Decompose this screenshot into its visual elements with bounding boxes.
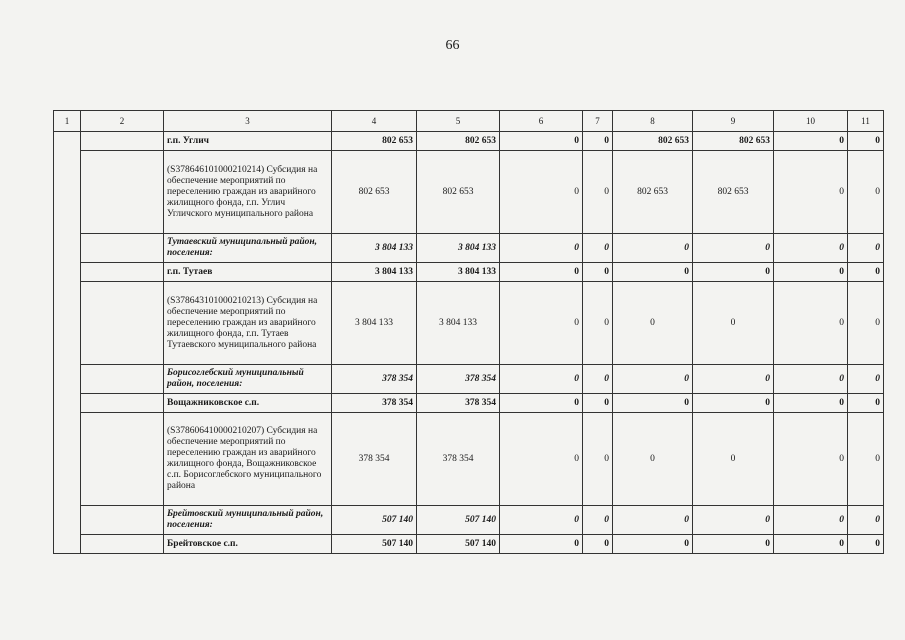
header-cell: 9 xyxy=(693,111,774,132)
value-cell-c7: 0 xyxy=(583,282,613,365)
value-cell-c5: 507 140 xyxy=(417,506,500,535)
value-cell-c8: 0 xyxy=(613,506,693,535)
table-row xyxy=(54,413,884,506)
value-cell-c8: 0 xyxy=(613,535,693,554)
value-cell-c8: 0 xyxy=(613,365,693,394)
value-cell-c11: 0 xyxy=(848,365,884,394)
value-cell-c4: 802 653 xyxy=(332,151,417,234)
value-cell-c8: 0 xyxy=(613,234,693,263)
table-row xyxy=(54,263,884,282)
col2-cell xyxy=(81,151,164,234)
col2-cell xyxy=(81,413,164,506)
row-label: Вощажниковское с.п. xyxy=(164,394,332,413)
value-cell-c4: 3 804 133 xyxy=(332,263,417,282)
value-cell-c5: 378 354 xyxy=(417,365,500,394)
header-cell: 8 xyxy=(613,111,693,132)
header-cell: 2 xyxy=(81,111,164,132)
header-cell: 6 xyxy=(500,111,583,132)
value-cell-c7: 0 xyxy=(583,234,613,263)
value-cell-c7: 0 xyxy=(583,365,613,394)
value-cell-c4: 378 354 xyxy=(332,394,417,413)
header-cell: 7 xyxy=(583,111,613,132)
value-cell-c9: 0 xyxy=(693,394,774,413)
table-row xyxy=(54,394,884,413)
row-label: г.п. Углич xyxy=(164,132,332,151)
value-cell-c5: 802 653 xyxy=(417,151,500,234)
value-cell-c7: 0 xyxy=(583,132,613,151)
value-cell-c6: 0 xyxy=(500,132,583,151)
value-cell-c10: 0 xyxy=(774,234,848,263)
table-row xyxy=(54,535,884,554)
col2-cell xyxy=(81,506,164,535)
value-cell-c5: 3 804 133 xyxy=(417,282,500,365)
row-label: г.п. Тутаев xyxy=(164,263,332,282)
value-cell-c8: 0 xyxy=(613,282,693,365)
value-cell-c6: 0 xyxy=(500,234,583,263)
col2-cell xyxy=(81,282,164,365)
value-cell-c10: 0 xyxy=(774,151,848,234)
value-cell-c4: 802 653 xyxy=(332,132,417,151)
col2-cell xyxy=(81,394,164,413)
value-cell-c10: 0 xyxy=(774,506,848,535)
value-cell-c7: 0 xyxy=(583,413,613,506)
value-cell-c7: 0 xyxy=(583,263,613,282)
value-cell-c10: 0 xyxy=(774,413,848,506)
value-cell-c11: 0 xyxy=(848,282,884,365)
value-cell-c6: 0 xyxy=(500,413,583,506)
value-cell-c5: 378 354 xyxy=(417,394,500,413)
value-cell-c10: 0 xyxy=(774,365,848,394)
value-cell-c7: 0 xyxy=(583,394,613,413)
table-row xyxy=(54,365,884,394)
value-cell-c4: 507 140 xyxy=(332,535,417,554)
value-cell-c6: 0 xyxy=(500,282,583,365)
value-cell-c10: 0 xyxy=(774,263,848,282)
row-label: Брейтовское с.п. xyxy=(164,535,332,554)
value-cell-c6: 0 xyxy=(500,365,583,394)
value-cell-c4: 3 804 133 xyxy=(332,282,417,365)
header-cell: 4 xyxy=(332,111,417,132)
table-row xyxy=(54,132,884,151)
row-label: (S378606410000210207) Субсидия на обеспечение мероприятий по переселению граждан из аварийного жилищного фонда, Вощажниковское с.п. Борисоглебского муниципального района xyxy=(164,413,332,506)
value-cell-c5: 378 354 xyxy=(417,413,500,506)
col2-cell xyxy=(81,132,164,151)
value-cell-c11: 0 xyxy=(848,394,884,413)
col2-cell xyxy=(81,365,164,394)
value-cell-c5: 3 804 133 xyxy=(417,234,500,263)
value-cell-c10: 0 xyxy=(774,282,848,365)
value-cell-c9: 802 653 xyxy=(693,132,774,151)
row-label: Тутаевский муниципальный район, поселения: xyxy=(164,234,332,263)
value-cell-c4: 378 354 xyxy=(332,413,417,506)
value-cell-c11: 0 xyxy=(848,151,884,234)
value-cell-c11: 0 xyxy=(848,535,884,554)
value-cell-c6: 0 xyxy=(500,263,583,282)
row-label: (S378646101000210214) Субсидия на обеспечение мероприятий по переселению граждан из аварийного жилищного фонда, г.п. Углич Угличского муниципального района xyxy=(164,151,332,234)
value-cell-c8: 0 xyxy=(613,394,693,413)
value-cell-c8: 0 xyxy=(613,263,693,282)
value-cell-c7: 0 xyxy=(583,535,613,554)
value-cell-c4: 3 804 133 xyxy=(332,234,417,263)
table-row xyxy=(54,234,884,263)
value-cell-c11: 0 xyxy=(848,263,884,282)
value-cell-c10: 0 xyxy=(774,535,848,554)
value-cell-c8: 802 653 xyxy=(613,151,693,234)
header-cell: 5 xyxy=(417,111,500,132)
header-row xyxy=(54,111,884,132)
value-cell-c7: 0 xyxy=(583,151,613,234)
value-cell-c5: 802 653 xyxy=(417,132,500,151)
value-cell-c8: 802 653 xyxy=(613,132,693,151)
row-label: (S378643101000210213) Субсидия на обеспечение мероприятий по переселению граждан из аварийного жилищного фонда, г.п. Тутаев Тутаевского муниципального района xyxy=(164,282,332,365)
header-cell: 3 xyxy=(164,111,332,132)
value-cell-c9: 0 xyxy=(693,413,774,506)
header-cell: 11 xyxy=(848,111,884,132)
value-cell-c4: 507 140 xyxy=(332,506,417,535)
col1-cell xyxy=(54,132,81,554)
value-cell-c11: 0 xyxy=(848,234,884,263)
value-cell-c11: 0 xyxy=(848,132,884,151)
budget-table xyxy=(53,110,884,554)
value-cell-c6: 0 xyxy=(500,506,583,535)
table-row xyxy=(54,282,884,365)
value-cell-c10: 0 xyxy=(774,394,848,413)
row-label: Брейтовский муниципальный район, поселения: xyxy=(164,506,332,535)
value-cell-c9: 0 xyxy=(693,234,774,263)
value-cell-c9: 802 653 xyxy=(693,151,774,234)
value-cell-c10: 0 xyxy=(774,132,848,151)
value-cell-c9: 0 xyxy=(693,506,774,535)
row-label: Борисоглебский муниципальный район, поселения: xyxy=(164,365,332,394)
value-cell-c9: 0 xyxy=(693,365,774,394)
table-row xyxy=(54,506,884,535)
value-cell-c6: 0 xyxy=(500,151,583,234)
col2-cell xyxy=(81,234,164,263)
value-cell-c5: 3 804 133 xyxy=(417,263,500,282)
value-cell-c5: 507 140 xyxy=(417,535,500,554)
value-cell-c8: 0 xyxy=(613,413,693,506)
value-cell-c6: 0 xyxy=(500,535,583,554)
table-row xyxy=(54,151,884,234)
col2-cell xyxy=(81,535,164,554)
col2-cell xyxy=(81,263,164,282)
value-cell-c7: 0 xyxy=(583,506,613,535)
value-cell-c6: 0 xyxy=(500,394,583,413)
header-cell: 1 xyxy=(54,111,81,132)
value-cell-c9: 0 xyxy=(693,282,774,365)
value-cell-c11: 0 xyxy=(848,413,884,506)
header-cell: 10 xyxy=(774,111,848,132)
value-cell-c9: 0 xyxy=(693,535,774,554)
value-cell-c9: 0 xyxy=(693,263,774,282)
value-cell-c4: 378 354 xyxy=(332,365,417,394)
page-number: 66 xyxy=(445,38,460,53)
value-cell-c11: 0 xyxy=(848,506,884,535)
